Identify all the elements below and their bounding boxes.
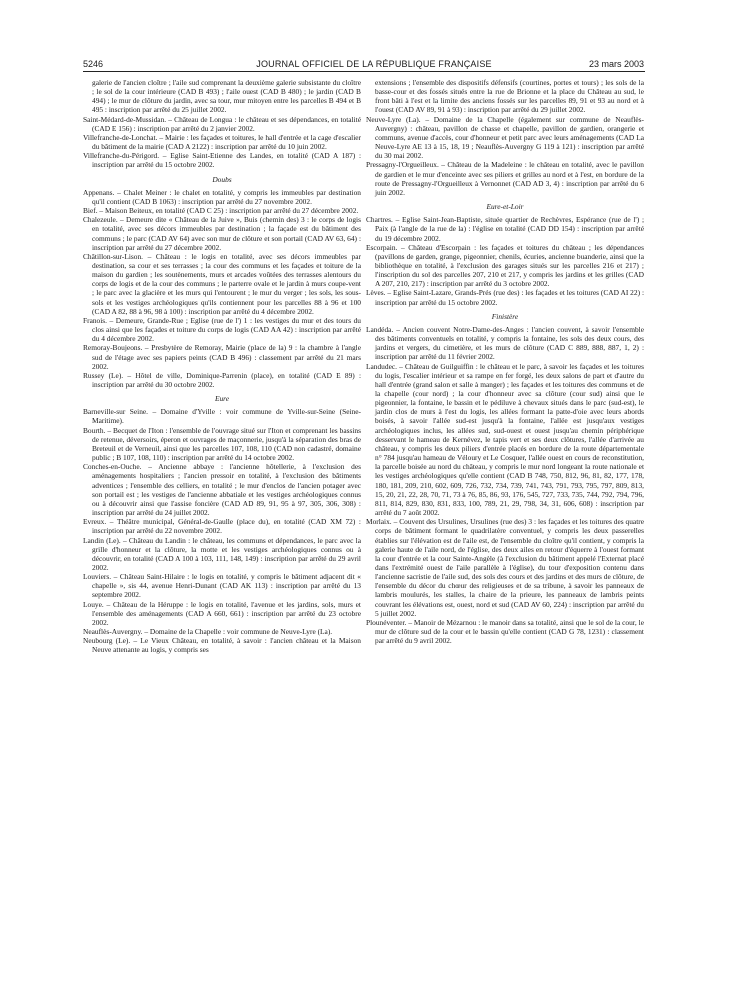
monument-entry: Pressagny-l'Orgueilleux. – Château de la Madeleine : le château en totalité, avec le pavillon de gardien et le mur d'enceinte avec ses piliers et grilles au nord et à l'est, en bordure de la route de Pressagny-l'Orgueilleux à Vernonnet (CAD AD 3, 4) : inscription par arrêté du 6 juin 2002.	[366, 160, 644, 197]
department-heading: Eure	[214, 394, 230, 404]
monument-entry: Franois. – Demeure, Grande-Rue ; Eglise (rue de l') 1 : les vestiges du mur et des tours du clos ainsi que les façades et toiture du corps de logis (CAD AA 42) : inscription par arrêté du 4 décembre 2002.	[83, 315, 361, 344]
monument-entry: Chalezeule. – Demeure dite « Château de la Juive », Buis (chemin des) 3 : le corps de logis en totalité, avec ses décors immeubles par destination ; la façade est du bâtiment des communs ; le parc (CAD AV 64) avec son mur de clôture et son portail (CAD AV 63, 64) : inscription par arrêté du 27 décembre 2002.	[83, 215, 361, 252]
monument-entry: Louye. – Château de la Héruppe : le logis en totalité, l'avenue et les jardins, sols, murs et l'ensemble des aménagements (CAD A 660, 661) : inscription par arrêté du 23 octobre 2002.	[83, 599, 361, 627]
monument-entry: Neuve-Lyre (La). – Domaine de la Chapelle (également sur commune de Neauflès-Auvergny) : château, pavillon de chasse et chapelle, pavillon de gardien, orangerie et communs, avenue d'accès, cour d'honneur et petit parc avec leurs aménagements (CAD La Neuve-Lyre AE 13 à 15, 18, 19 ; Neauflès-Auvergny G 119 à 121) : inscription par arrêté du 30 mai 2002.	[366, 114, 644, 161]
monument-entry: Villefranche-du-Périgord. – Eglise Saint-Etienne des Landes, en totalité (CAD A 187) : inscription par arrêté du 15 octobre 2002.	[83, 151, 361, 170]
journal-title: JOURNAL OFFICIEL DE LA RÉPUBLIQUE FRANÇAISE	[256, 59, 492, 69]
monument-entry: Barneville-sur Seine. – Domaine d'Yville : voir commune de Yville-sur-Seine (Seine-Maritime).	[83, 407, 361, 426]
department-heading: Finistère	[491, 311, 519, 321]
monument-entry: Remoray-Boujeons. – Presbytère de Remoray, Mairie (place de la) 9 : la chambre à l'angle sud de l'étage avec ses papiers peints (CAD B 496) : classement par arrêté du 21 mars 2002.	[83, 343, 361, 371]
monument-entry: Russey (Le). – Hôtel de ville, Dominique-Parrenin (place), en totalité (CAD E 89) : inscription par arrêté du 30 octobre 2002.	[83, 370, 361, 389]
monument-entry: Lèves. – Eglise Saint-Lazare, Grands-Prés (rue des) : les façades et les toitures (CAD AI 22) : inscription par arrêté du 15 octobre 2002.	[366, 288, 644, 307]
monument-entry: Appenans. – Chalet Meiner : le chalet en totalité, y compris les immeubles par destination qu'il contient (CAD B 1063) : inscription par arrêté du 27 novembre 2002.	[83, 187, 361, 206]
issue-date: 23 mars 2003	[588, 59, 644, 69]
monument-entry: Plounéventer. – Manoir de Mézarnou : le manoir dans sa totalité, ainsi que le sol de la cour, le mur de clôture sud de la cour et le bassin qu'elle contient (CAD G 78, 1231) : classement par arrêté du 9 avril 2002.	[366, 617, 644, 646]
monument-entry: Saint-Médard-de-Mussidan. – Château de Longua : le château et ses dépendances, en totalité (CAD E 156) : inscription par arrêté du 2 janvier 2002.	[83, 114, 361, 133]
monument-entry: Landéda. – Ancien couvent Notre-Dame-des-Anges : l'ancien couvent, à savoir l'ensemble des bâtiments conventuels en totalité, y compris la fontaine, les sols des deux cours, des jardins et vergers, du cimetière, et les murs de clôture (CAD C 889, 888, 887, 1, 2) : inscription par arrêté du 11 février 2002.	[366, 324, 644, 362]
monument-entry: Evreux. – Théâtre municipal, Général-de-Gaulle (place du), en totalité (CAD XM 72) : inscription par arrêté du 22 novembre 2002.	[83, 517, 361, 536]
monument-entry: Landudec. – Château de Guilguiffin : le château et le parc, à savoir les façades et les toitures du logis, l'escalier intérieur et sa rampe en fer forgé, les deux salons de part et d'autre du hall d'entrée (grand salon et salle à manger) ; les façades et les toitures des communs et de la chapelle (cour nord) ; la cour d'honneur avec sa clôture (cour sud) ainsi que le pigeonnier, la fontaine, le bassin et le pédiluve à chevaux situés dans le parc (sud-est), le jardin clos de murs à l'est du logis, les allées formant la patte-d'oie avec leurs abords boisés, à savoir l'allée sud-est jusqu'à la fontaine, l'allée est jusqu'aux vestiges archéologiques inclus, les allées sud, sud-ouest et ouest jusqu'au chemin périphérique desservant le hameau de Kernévez, le tapis vert et ses deux clôtures, l'allée d'arrivée au château, y compris les deux piliers d'entrée placés en bordure de la route départementale n° 784 jusqu'au hameau de Véloury et Le Cosquer, l'allée ouest en cours de reconstitution, la parcelle boisée au nord du château, y compris le mur nord longeant la route nationale et les vestiges archéologiques qu'elle contient (CAD B 748, 750, 812, 96, 81, 82, 177, 178, 180, 181, 209, 210, 602, 609, 726, 732, 734, 739, 741, 743, 791, 793, 795, 797, 809, 813, 15, 20, 21, 22, 28, 70, 71, 73 à 76, 85, 86, 93, 176, 545, 727, 733, 735, 744, 792, 794, 796, 811, 814, 829, 830, 831, 833, 100, 789, 21, 29, 798, 34, 31, 606, 608) : inscription par arrêté du 7 août 2002.	[366, 361, 644, 518]
monument-entry: Louviers. – Château Saint-Hilaire : le logis en totalité, y compris le bâtiment adjacent dit « chapelle », sis 44, avenue Henri-Dunant (CAD AK 113) : inscription par arrêté du 13 septembre 2002.	[83, 572, 361, 600]
left-column	[83, 78, 361, 983]
monument-entry: Conches-en-Ouche. – Ancienne abbaye : l'ancienne hôtellerie, à l'exclusion des aménagements hospitaliers ; l'ancien pressoir en totalité, à l'exclusion des bâtiments adventices ; l'ensemble des celliers, en totalité ; le mur d'enclos de l'ancien potager avec son portail est ; les vestiges de l'ancienne abbatiale et les vestiges archéologiques connus ou à découvrir ainsi que l'assise foncière (CAD AD 89, 91, 95 à 97, 305, 306, 308) : inscription par arrêté du 24 juillet 2002.	[83, 462, 361, 518]
monument-entry: Villefranche-de-Lonchat. – Mairie : les façades et toitures, le hall d'entrée et la cage d'escalier du bâtiment de la mairie (CAD A 2122) : inscription par arrêté du 10 juin 2002.	[83, 132, 361, 152]
right-column	[366, 78, 644, 983]
monument-entry: Escorpain. – Château d'Escorpain : les façades et toitures du château ; les dépendances (pavillons de garden, grange, pigeonnier, chenils, écuries, ancienne buanderie, ainsi que la bibliothèque en totalité, à l'exclusion des garages situés sur les parcelles 216 et 217) ; l'inscription du sol des parcelles 207, 210 et 217, y compris les jardins et les grilles (CAD A 207, 210, 217) : inscription par arrêté du 3 octobre 2002.	[366, 242, 644, 289]
monument-entry: Chartres. – Eglise Saint-Jean-Baptiste, située quartier de Rechèvres, Espérance (rue de l') ; Paix (à l'angle de la rue de la) : l'église en totalité (CAD DD 154) : inscription par arrêté du 19 décembre 2002.	[366, 215, 644, 243]
monument-entry: Neauflès-Auvergny. – Domaine de la Chapelle : voir commune de Neuve-Lyre (La).	[83, 627, 333, 637]
monument-entry: Bourth. – Becquet de l'Iton : l'ensemble de l'ouvrage situé sur l'Iton et comprenant les bassins de retenue, déversoirs, éperon et ouvrages de maçonnerie, jusqu'à la séparation des bras de Breteuil et de Verneuil, ainsi que les parcelles 107, 108, 110 (CAD non cadastré, domaine public ; B 107, 108, 110) : inscription par arrêté du 14 octobre 2002.	[83, 425, 361, 463]
monument-entry: Châtillon-sur-Lison. – Château : le logis en totalité, avec ses décors immeubles par destination, sa cour et ses terrasses ; la cour des communs et les façades et toiture de la maison du gardien ; les soutènements, murs et arcades voûtées des terrasses alentours du corps de logis et de la cour des communs ; le parterre ovale et le jardin à murs coupe-vent ; le parc avec la glacière et les murs qui l'entourent ; le mur du verger ; les sols, les sous-sols et les vestiges archéologiques qu'ils contiennent pour les parcelles 88 à 96 et 100 (CAD A 82, 88 à 96, 98 à 100) : inscription par arrêté du 4 décembre 2002.	[83, 251, 361, 316]
page-number: 5246	[83, 59, 104, 69]
monument-entry: Bief. – Maison Beiteux, en totalité (CAD C 25) : inscription par arrêté du 27 décembre 2002.	[83, 206, 359, 216]
monument-entry: Landin (Le). – Château du Landin : le château, les communs et dépendances, le parc avec la grille d'honneur et la clôture, la motte et les vestiges archéologiques connus ou à découvrir, en totalité (CAD A 100 à 103, 111, 148, 149) : inscription par arrêté du 29 avril 2002.	[83, 535, 361, 572]
monument-entry: Neubourg (Le). – Le Vieux Château, en totalité, à savoir : l'ancien château et la Maison Neuve attenante au logis, y compris ses	[83, 636, 361, 655]
entry-continuation: galerie de l'ancien cloître ; l'aile sud comprenant la deuxième galerie subsistante du cloître ; le sol de la cour intérieure (CAD B 493) ; l'aile ouest (CAD B 480) ; le jardin (CAD B 494) ; le mur de clôture du jardin, avec sa tour, mur mitoyen entre les parcelles B 494 et B 495 : inscription par arrêté du 25 juillet 2002.	[92, 78, 361, 115]
department-heading: Eure-et-Loir	[486, 202, 524, 212]
department-heading: Doubs	[212, 174, 232, 184]
header-rule	[83, 71, 645, 72]
entry-continuation: extensions ; l'ensemble des dispositifs défensifs (courtines, portes et tours) ; les sols de la basse-cour et des fossés situés entre la rue de Brionne et la place du Château au sud, le front bâti à l'est et la limite des anciens fossés sur les parcelles 89, 91 et 93 au nord et à l'ouest (CAD AV 89, 91 à 93) : inscription par arrêté du 29 juillet 2002.	[375, 78, 644, 115]
monument-entry: Morlaix. – Couvent des Ursulines, Ursulines (rue des) 3 : les façades et les toitures des quatre corps de bâtiment formant le quadrilatère conventuel, y compris les deux passerelles établies sur l'élévation est de l'aile est, de l'ensemble du cloître qu'il contient, y compris la galerie haute de l'aile nord, de l'église, des deux ailes en retour d'équerre à l'ouest formant la cour d'entrée et la cour Sainte-Angèle (à l'exclusion du bâtiment appelé l'Externat placé dans l'extrémité ouest de l'aile parallèle à l'église), du tour d'exposition contenu dans l'ancienne sacristie de l'aile sud, des sols des cours et des jardins et des murs de clôture, de l'ensemble du décor du chœur des religieuses et de sa tribune, à savoir les panneaux de lambris moulurés, les stalles, la chaire de la prieure, les panneaux de lambris peints couvrant les élévations est, ouest, nord et sud (CAD AV 60, 224) : inscription par arrêté du 5 juillet 2002.	[366, 517, 644, 618]
